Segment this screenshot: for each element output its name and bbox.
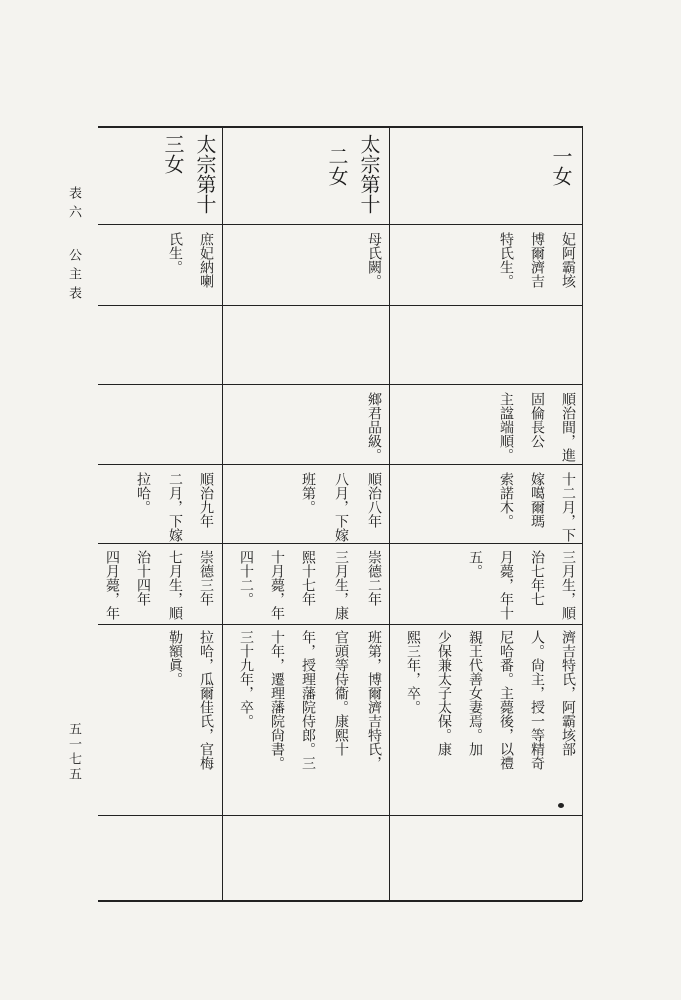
col3-mother-line2: 氏生。 [167,232,183,274]
col1-title-granted-line2: 固倫長公 [529,392,545,448]
col1-marriage-line1: 十二月，下 [560,472,576,542]
col3-title-line2: 三女 [161,134,185,174]
col1-title: 一女 [549,146,573,186]
col3-mother-line1: 庶妃納喇 [198,232,214,288]
col2-marriage-line3: 班第。 [300,472,316,514]
col2-title-line2: 二女 [325,146,349,186]
col2-lifespan-line5: 四十二。 [238,550,254,606]
divider-col1-col2 [389,126,390,901]
col2-husband-line3: 年，授理藩院侍郎。三 [300,630,316,770]
col1-lifespan-line4: 五。 [467,550,483,578]
row-sep-1 [98,224,582,225]
margin-table-name: 公主表 [66,248,81,305]
col3-husband-line2: 勒額眞。 [167,630,183,686]
col1-lifespan-line3: 月薨，年十 [498,550,514,620]
col3-lifespan-line4: 四月薨，年 [104,550,120,620]
col1-lifespan-line2: 治七年七 [529,550,545,606]
ink-speck [558,803,564,808]
col1-husband-line4: 親王代善女妻焉。加 [467,630,483,756]
margin-page-number: 五一七五 [66,722,81,782]
col2-lifespan-line4: 十月薨，年 [269,550,285,620]
col1-husband-line6: 熙三年，卒。 [405,630,421,714]
col3-title-line1: 太宗第十 [193,134,217,214]
col1-marriage-line3: 索諾木。 [498,472,514,528]
divider-col2-col3 [222,126,223,901]
col1-husband-line3: 尼哈番。主薨後，以禮 [498,630,514,770]
col2-title-line1: 太宗第十 [357,134,381,214]
row-sep-2 [98,305,582,306]
col1-mother-line1: 妃阿霸垓 [560,232,576,288]
divider-col1 [582,126,583,901]
col3-marriage-line1: 順治九年 [198,472,214,528]
col1-husband-line5: 少保兼太子太保。康 [436,630,452,756]
col2-marriage-line2: 八月，下嫁 [333,472,349,542]
col3-lifespan-line3: 治十四年 [135,550,151,606]
table-bottom-rule [98,900,582,902]
col3-lifespan-line1: 崇德三年 [198,550,214,606]
row-sep-3 [98,384,582,385]
row-sep-5 [98,543,582,544]
col2-husband-line2: 官頭等侍衞。康熙十 [333,630,349,756]
col2-lifespan-line3: 熙十七年 [300,550,316,606]
col1-mother-line2: 博爾濟吉 [529,232,545,288]
col1-mother-line3: 特氏生。 [498,232,514,288]
col2-lifespan-line2: 三月生，康 [333,550,349,620]
col2-mother-line1: 母氏闕。 [366,232,382,288]
row-sep-4 [98,464,582,465]
col3-lifespan-line2: 七月生，順 [167,550,183,620]
col1-marriage-line2: 嫁噶爾瑪 [529,472,545,528]
col2-husband-line1: 班第，博爾濟吉特氏， [366,630,382,770]
row-sep-6 [98,624,582,625]
col1-lifespan-line1: 三月生，順 [560,550,576,620]
col2-title-granted-line1: 鄉君品級。 [366,392,382,462]
col3-marriage-line3: 拉哈。 [135,472,151,514]
col1-title-granted-line1: 順治間，進 [560,392,576,462]
col1-husband-line2: 人。尙主，授一等精奇 [529,630,545,770]
margin-chapter: 表六 [66,186,81,224]
row-sep-7 [98,815,582,816]
col2-lifespan-line1: 崇德二年 [366,550,382,606]
table-top-rule [98,126,582,128]
col3-marriage-line2: 二月，下嫁 [167,472,183,542]
col2-husband-line4: 十年，遷理藩院尙書。 [269,630,285,770]
col1-title-granted-line3: 主諡端順。 [498,392,514,462]
col2-marriage-line1: 順治八年 [366,472,382,528]
col3-husband-line1: 拉哈，瓜爾佳氏，官梅 [198,630,214,770]
col2-husband-line5: 三十九年，卒。 [238,630,254,728]
col1-husband-line1: 濟吉特氏，阿霸垓部 [560,630,576,756]
